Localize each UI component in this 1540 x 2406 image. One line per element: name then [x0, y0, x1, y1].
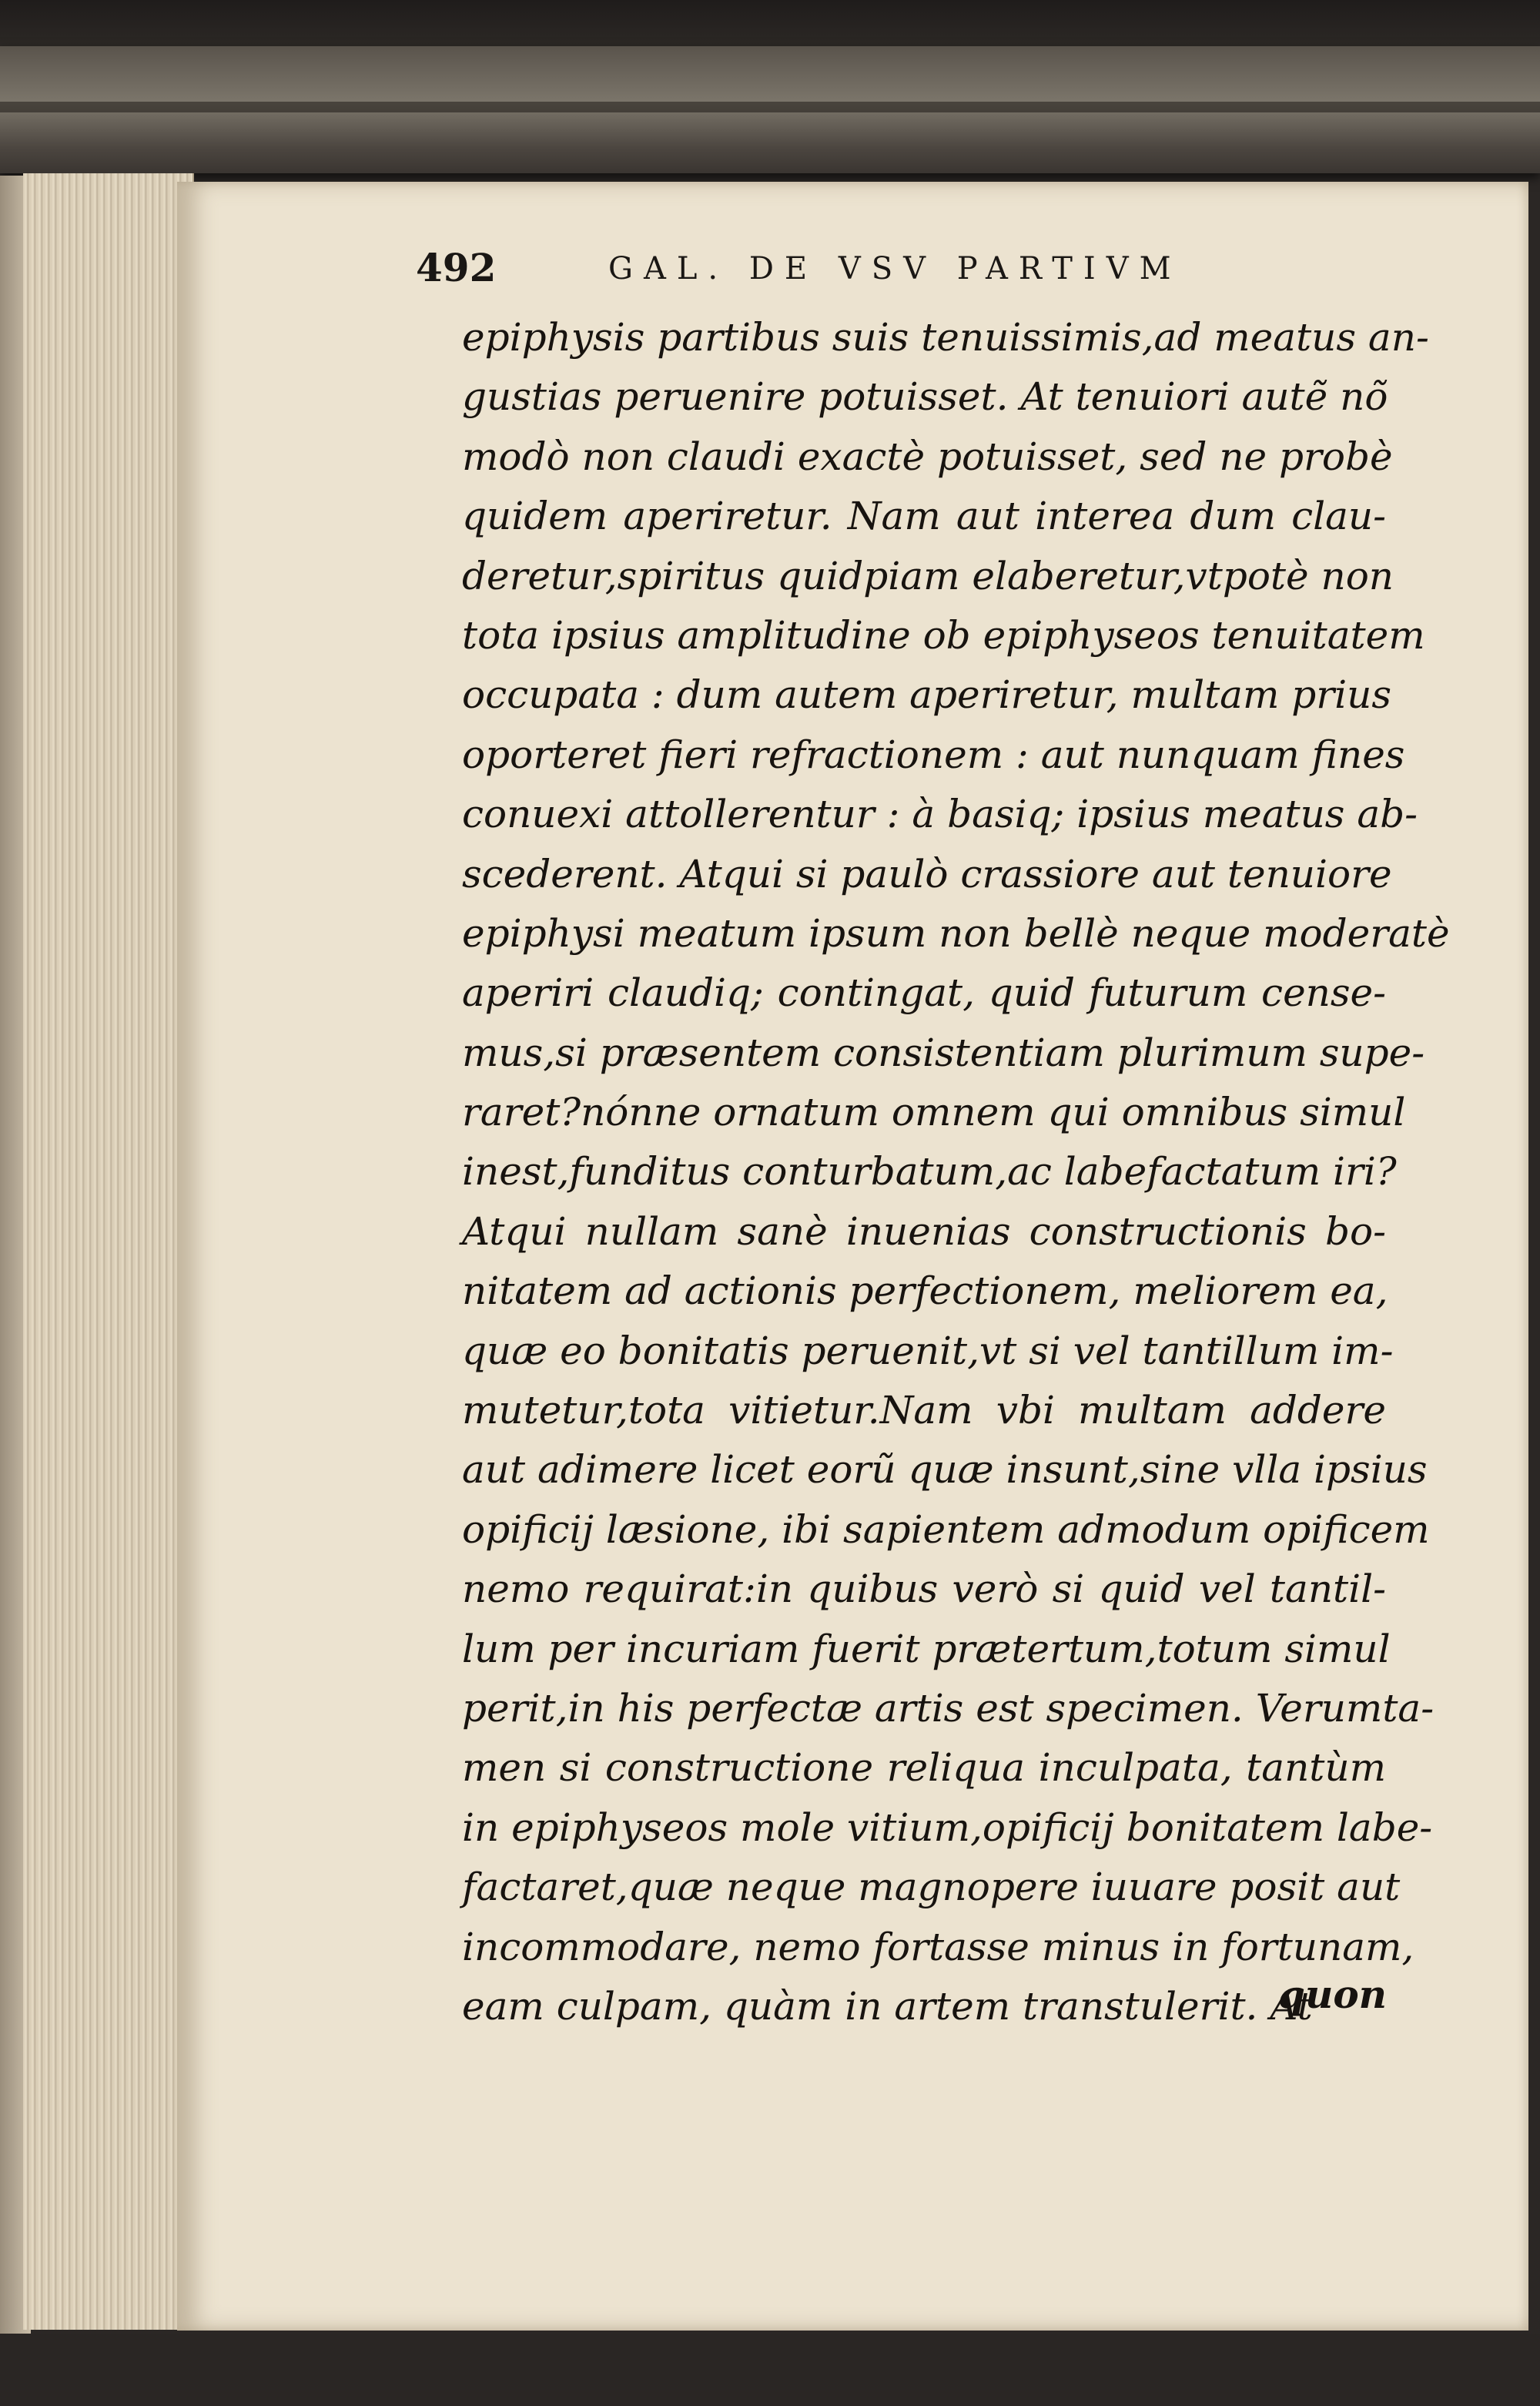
page-header [416, 245, 1340, 299]
page-stack-edges [23, 173, 194, 2330]
text-line: oporteret fieri refractionem : aut nunquam fines [462, 732, 1405, 777]
text-line: deretur,spiritus quidpiam elaberetur,vtpotè non [462, 553, 1394, 598]
text-line: conuexi attollerentur : à basiq; ipsius meatus ab- [462, 792, 1418, 837]
text-line: Atqui nullam sanè inuenias constructionis bo- [462, 1208, 1386, 1254]
page-number: 492 [416, 245, 497, 290]
text-line: perit,in his perfectæ artis est specimen. Verumta- [462, 1685, 1435, 1731]
text-line: modò non claudi exactè potuisset, sed ne probè [462, 434, 1393, 479]
text-line: lum per incuriam fuerit prætertum,totum simul [462, 1626, 1391, 1671]
text-line: raret?nónne ornatum omnem qui omnibus simul [462, 1090, 1406, 1135]
text-line: mutetur,tota vitietur.Nam vbi multam addere [462, 1388, 1386, 1433]
text-line: opificij læsione, ibi sapientem admodum opificem [462, 1506, 1430, 1552]
text-line: inest,funditus conturbatum,ac labefactatum iri? [462, 1149, 1397, 1195]
text-line: epiphysis partibus suis tenuissimis,ad meatus an- [462, 315, 1429, 360]
text-line: aut adimere licet eorũ quæ insunt,sine vlla ipsius [462, 1447, 1428, 1493]
book-board-edge [0, 46, 1540, 173]
text-line: mus,si præsentem consistentiam plurimum supe- [462, 1030, 1425, 1075]
text-line: occupata : dum autem aperiretur, multam prius [462, 672, 1392, 718]
text-line: in epiphyseos mole vitium,opificij bonitatem labe- [462, 1804, 1433, 1850]
text-line: gustias peruenire potuisset. At tenuiori autẽ nõ [462, 374, 1388, 420]
text-line: aperiri claudiq; contingat, quid futurum cense- [462, 970, 1386, 1016]
text-line: factaret,quæ neque magnopere iuuare posit aut [462, 1865, 1401, 1910]
text-line: quidem aperiretur. Nam aut interea dum clau- [462, 494, 1386, 539]
text-line: epiphysi meatum ipsum non bellè neque moderatè [462, 910, 1450, 956]
running-title: GAL. DE VSV PARTIVM [608, 251, 1182, 287]
text-line: nemo requirat:in quibus verò si quid vel tantil- [462, 1567, 1386, 1612]
catchword: quon [1278, 1972, 1388, 2017]
text-line: scederent. Atqui si paulò crassiore aut tenuiore [462, 851, 1392, 896]
text-line: eam culpam, quàm in artem transtulerit. At [462, 1983, 1313, 2029]
text-line: tota ipsius amplitudine ob epiphyseos tenuitatem [462, 612, 1425, 658]
text-line: incommodare, nemo fortasse minus in fortunam, [462, 1924, 1414, 1969]
text-line: nitatem ad actionis perfectionem, meliorem ea, [462, 1268, 1388, 1314]
text-line: quæ eo bonitatis peruenit,vt si vel tantillum im- [462, 1328, 1394, 1373]
background-bottom [0, 2334, 1540, 2406]
body-text [462, 308, 1450, 2036]
text-line: men si constructione reliqua inculpata, tantùm [462, 1745, 1386, 1791]
